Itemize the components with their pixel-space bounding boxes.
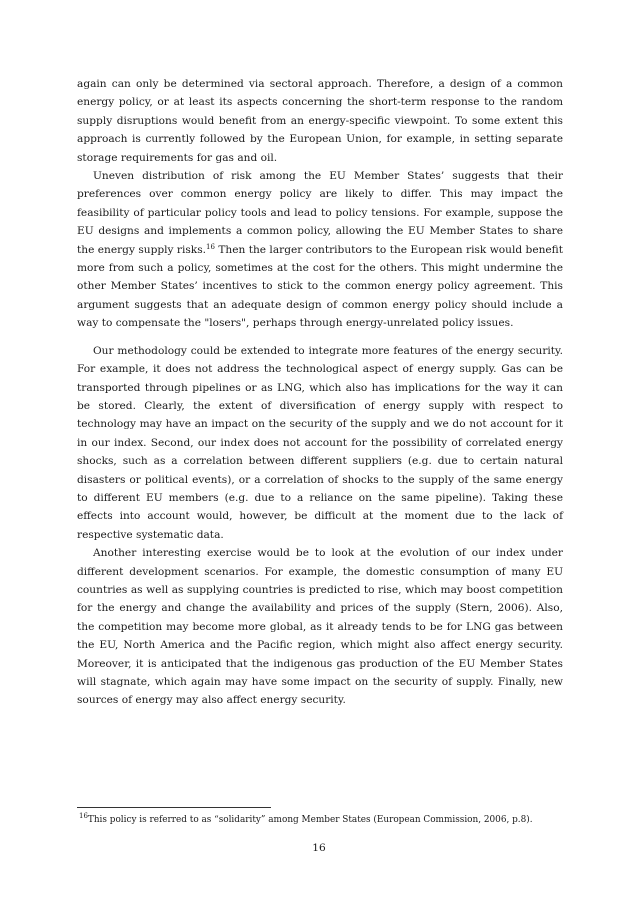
footnote-ref-16[interactable]: 16 [206,242,215,251]
paragraph-3: Our methodology could be extended to integrate more features of the energy security. For example, it does not address the technological aspect of energy supply. Gas can be transported through pipelines or as LNG, which also has implications for the way it can be stored. Clearly, the extent of diversification of energy supply with respect to technology may have an impact on the security of the supply and we do not account for it in our index. Second, our index does not account for the possibility of correlated energy shocks, such as a correlation between different suppliers (e.g. due to certain natural disasters or political events), or a correlation of shocks to the supply of the same energy to different EU members (e.g. due to a reliance on the same pipeline). Taking these effects into account would, however, be difficult at the moment due to the lack of respective systematic data. [77,344,563,541]
paragraph-2 [77,167,563,333]
footnote-divider [77,807,271,808]
paragraph-2-part-a: Uneven distribution of risk among the EU Member States’ suggests that their preferences over common energy policy are likely to differ. This may impact the feasibility of particular policy tools and lead to policy tensions. For example, suppose the EU designs and implements a common policy, allowing the EU Member States to share the energy supply risks. [77,170,563,256]
main-text [77,75,563,710]
paragraph-4: Another interesting exercise would be to look at the evolution of our index under different development scenarios. For example, the domestic consumption of many EU countries as well as supplying countries is predicted to rise, which may boost competition for the energy and change the availability and prices of the supply (Stern, 2006). Also, the competition may become more global, as it already tends to be for LNG gas between the EU, North America and the Pacific region, which might also affect energy security. Moreover, it is anticipated that the indigenous gas production of the EU Member States will stagnate, which again may have some impact on the security of supply. Finally, new sources of energy may also affect energy security. [77,547,563,707]
page-number: 16 [312,842,326,854]
paragraph-1: again can only be determined via sectoral approach. Therefore, a design of a common energy policy, or at least its aspects concerning the short-term response to the random supply disruptions would benefit from an energy-specific viewpoint. To some extent this approach is currently followed by the European Union, for example, in setting separate storage requirements for gas and oil. [77,78,563,164]
footnote-marker: 16 [79,812,88,820]
footnote-text: This policy is referred to as “solidarity” among Member States (European Commission, 2006, p.8). [87,815,533,825]
footnote-16 [79,814,563,826]
paragraph-2-part-b: Then the larger contributors to the European risk would benefit more from such a policy, sometimes at the cost for the others. This might undermine the other Member States’ incentives to stick to the common energy policy agreement. This argument suggests that an adequate design of common energy policy should include a way to compensate the "losers", perhaps through energy-unrelated policy issues. [77,243,563,330]
